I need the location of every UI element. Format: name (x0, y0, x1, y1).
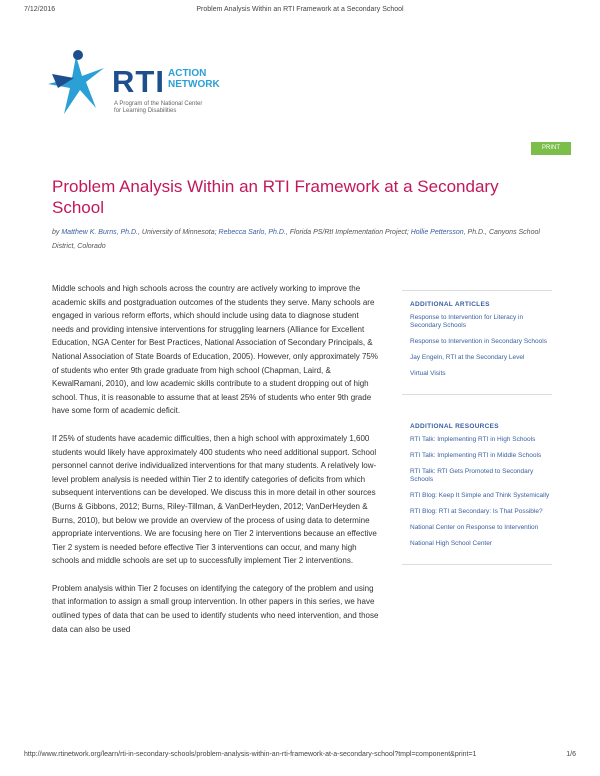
logo-action-text: ACTION (168, 68, 207, 79)
logo-subtitle-line2: for Learning Disabilities (114, 108, 177, 114)
article-link-virtual-visits[interactable]: Virtual Visits (410, 370, 446, 377)
byline-affiliation-1: , University of Minnesota; (138, 229, 219, 236)
logo-subtitle (114, 101, 202, 115)
additional-resources-title: ADDITIONAL RESOURCES (410, 423, 499, 430)
article-byline (52, 226, 562, 254)
author-link-sarlo[interactable]: Rebecca Sarlo, Ph.D. (218, 229, 286, 236)
resource-link-keep-simple[interactable]: RTI Blog: Keep It Simple and Think Systemically (410, 492, 550, 499)
article-link-literacy[interactable]: Response to Intervention for Literacy in Secondary Schools (410, 314, 524, 329)
article-link-secondary[interactable]: Response to Intervention in Secondary Schools (410, 338, 547, 345)
sidebar (402, 290, 552, 565)
article-body (52, 282, 382, 650)
article-link-engeln[interactable]: Jay Engeln, RTI at the Secondary Level (410, 354, 525, 361)
logo-action-network-text (168, 68, 220, 90)
resource-link-national-center[interactable]: National Center on Response to Intervention (410, 524, 539, 531)
paragraph: Middle schools and high schools across the country are actively working to improve the academic skills and postgraduation outcomes of the students they serve. Many schools are engaged in various reform efforts, which should include using data to diagnose student needs and providing intensive interventions for struggling learners (Alliance for Excellent Education, NGA Center for Best Practices, National Association of Secondary Principals, & National Association of State Boards of Education, 2005). However, only approximately 75% of students who enter 9th grade graduate from high school (Chapman, Laird, & KewalRamani, 2010), and low academic skills contribute to a student dropping out of high school. Thus, it is reasonable to assume that at least 25% of students who enter 9th grade have some form of academic deficit. (52, 284, 378, 416)
logo-subtitle-line1: A Program of the National Center (114, 101, 203, 107)
print-footer-url: http://www.rtinetwork.org/learn/rti-in-secondary-schools/problem-analysis-within-an-rti-framework-at-a-secondary-school?tmpl=component&print=1 (24, 751, 477, 758)
print-date: 7/12/2016 (24, 6, 56, 13)
byline-affiliation-3: , Ph.D., Canyons School District, Colorado (52, 229, 540, 250)
logo-network-text: NETWORK (168, 79, 220, 90)
paragraph: If 25% of students have academic difficulties, then a high school with approximately 1,600 students would likely have approximately 400 students who need additional support. School personnel cannot derive individualized interventions for that many students. A relatively low-level problem analysis is needed within Tier 2 to identify categories of deficits from which subsequent interventions can be developed. We discuss this in more detail in other sources (Burns & Gibbons, 2012; Burns, Riley-Tillman, & VanDerHeyden, 2012; VanDerHeyden & Burns, 2010), but below we provide an overview of the process of using data to determine appropriate interventions. We are focusing here on Tier 2 interventions because an effective Tier 2 system is needed before effective Tier 3 interventions can occur, and many high schools and middle schools are set up to successfully implement Tier 2 interventions. (52, 433, 377, 566)
author-link-pettersson[interactable]: Hollie Pettersson (410, 229, 464, 236)
rti-action-network-logo[interactable] (46, 48, 220, 120)
byline-affiliation-2: , Florida PS/RtI Implementation Project; (285, 229, 411, 236)
star-figure-icon (46, 48, 116, 120)
resource-link-high-school-center[interactable]: National High School Center (410, 540, 493, 547)
additional-articles-title: ADDITIONAL ARTICLES (410, 301, 490, 308)
resource-link-middle-schools[interactable]: RTI Talk: Implementing RTI in Middle Schools (410, 452, 542, 459)
resource-link-high-schools[interactable]: RTI Talk: Implementing RTI in High Schools (410, 436, 536, 443)
logo-rti-text: RTI (112, 64, 165, 99)
resource-link-rti-secondary[interactable]: RTI Blog: RTI at Secondary: Is That Possible? (410, 508, 543, 515)
additional-articles-section (402, 291, 552, 395)
byline-by: by (52, 229, 62, 236)
additional-resources-section (402, 395, 552, 565)
print-page-number: 1/6 (566, 751, 576, 758)
paragraph: Problem analysis within Tier 2 focuses on identifying the category of the problem and using that information to assign a small group intervention. In other papers in this series, we have outlined types of data that can be used to identify students who need intervention, and those data can also be used (52, 583, 379, 634)
author-link-burns[interactable]: Matthew K. Burns, Ph.D. (61, 229, 138, 236)
article-title: Problem Analysis Within an RTI Framework at a Secondary School (52, 177, 499, 217)
print-button[interactable]: PRINT (531, 142, 571, 155)
resource-link-promoted[interactable]: RTI Talk: RTI Gets Promoted to Secondary Schools (410, 468, 534, 483)
print-header-title: Problem Analysis Within an RTI Framework at a Secondary School (196, 6, 404, 13)
